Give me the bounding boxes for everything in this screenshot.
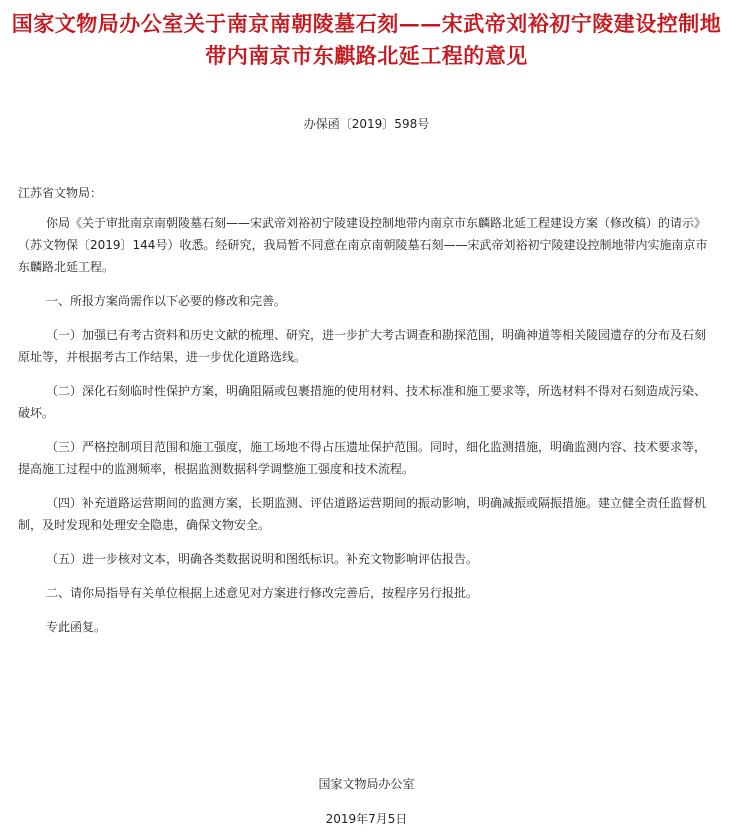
paragraph-section-two: 二、请你局指导有关单位根据上述意见对方案进行修改完善后，按程序另行报批。	[46, 586, 479, 600]
paragraph-item-5: （五）进一步核对文本，明确各类数据说明和图纸标识。补充文物影响评估报告。	[46, 552, 479, 566]
salutation: 江苏省文物局：	[18, 186, 103, 200]
paragraph-intro: 你局《关于审批南京南朝陵墓石刻——宋武帝刘裕初宁陵建设控制地带内南京市东麟路北延工程建设方案（修改稿）的请示》（苏文物保〔2019〕144号）收悉。经研究，我局暂不同意在南京南朝陵墓石刻——宋武帝刘裕初宁陵建设控制地带内实施南京市东麟路北延工程。	[18, 216, 708, 274]
issuer-signature: 国家文物局办公室	[318, 777, 415, 791]
paragraph-closing: 专此函复。	[46, 620, 107, 634]
document-title: 国家文物局办公室关于南京南朝陵墓石刻——宋武帝刘裕初宁陵建设控制地带内南京市东麒路北延工程的意见	[11, 11, 722, 68]
issue-date: 2019年7月5日	[325, 812, 408, 826]
document-body	[18, 182, 708, 650]
paragraph-item-1: （一）加强已有考古资料和历史文献的梳理、研究，进一步扩大考古调查和勘探范围，明确神道等相关陵园遗存的分布及石刻原址等，并根据考古工作结果，进一步优化道路选线。	[18, 328, 707, 364]
paragraph-item-3: （三）严格控制项目范围和施工强度，施工场地不得占压遗址保护范围。同时，细化监测措施，明确监测内容、技术要求等，提高施工过程中的监测频率，根据监测数据科学调整施工强度和技术流程。	[18, 440, 707, 476]
paragraph-item-2: （二）深化石刻临时性保护方案，明确阻隔或包裹措施的使用材料、技术标准和施工要求等，所选材料不得对石刻造成污染、破坏。	[18, 384, 707, 420]
paragraph-item-4: （四）补充道路运营期间的监测方案，长期监测、评估道路运营期间的振动影响，明确减振或隔振措施。建立健全责任监督机制，及时发现和处理安全隐患，确保文物安全。	[18, 496, 707, 532]
document-number: 办保函〔2019〕598号	[303, 117, 430, 131]
paragraph-section-one: 一、所报方案尚需作以下必要的修改和完善。	[46, 294, 287, 308]
